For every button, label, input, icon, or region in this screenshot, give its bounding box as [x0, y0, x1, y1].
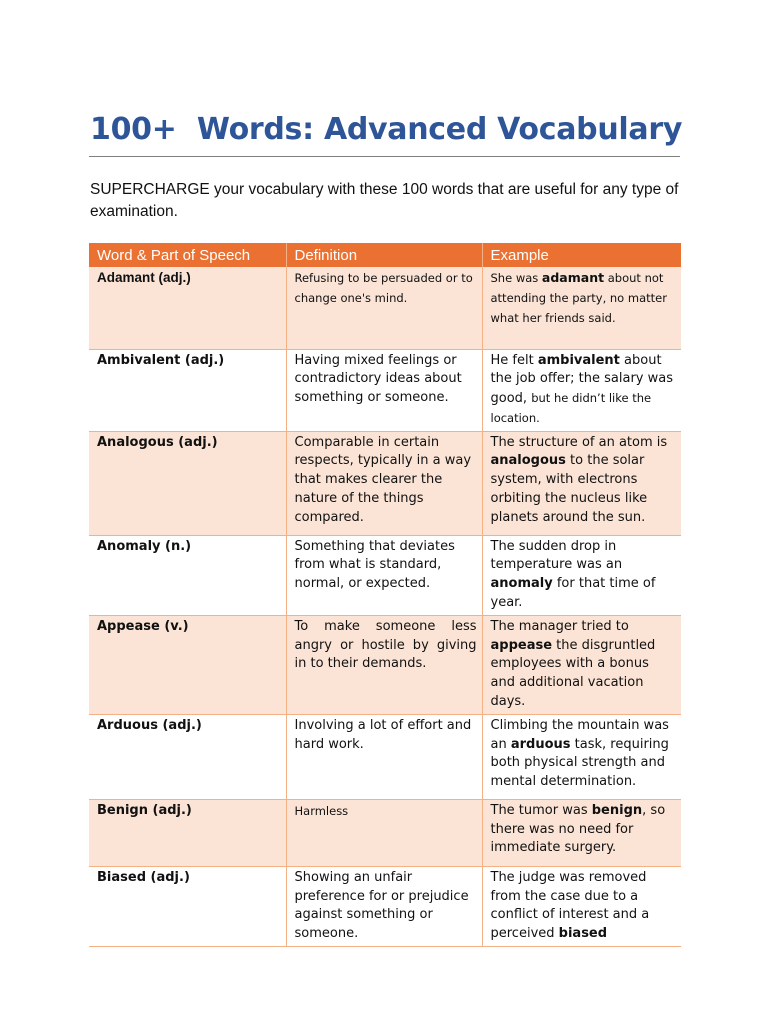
example-pre: The sudden drop in temperature was an [490, 538, 623, 573]
definition-cell [286, 615, 482, 714]
word-cell [89, 431, 286, 535]
definition-text: Having mixed feelings or contradictory ideas about something or someone. [294, 352, 462, 406]
example-keyword: adamant [541, 270, 605, 285]
example-pre: He felt [490, 352, 538, 368]
example-pre: The tumor was [490, 802, 592, 818]
word-label: Adamant (adj.) [97, 270, 191, 285]
example-post: about the job offer; the salary was good, [490, 352, 674, 407]
example-cell [482, 267, 681, 349]
definition-cell [286, 535, 482, 615]
example-pre: Climbing the mountain was an [490, 717, 669, 752]
table-row [89, 267, 681, 349]
example-keyword: analogous [490, 453, 566, 469]
example-cell [482, 799, 681, 866]
page-title: 100+ Words: Advanced Vocabulary [90, 112, 683, 147]
example-pre: The structure of an atom is [490, 434, 668, 450]
definition-text: To make someone less angry or hostile by giving in to their demands. [294, 618, 477, 672]
intro-paragraph: SUPERCHARGE your vocabulary with these 100 words that are useful for any type of examination. [90, 181, 679, 220]
vocabulary-table [89, 243, 681, 947]
example-post: to the solar system, with electrons orbiting the nucleus like planets around the sun. [490, 453, 648, 525]
definition-cell [286, 267, 482, 349]
table-row [89, 535, 681, 615]
example-post: about not attending the party, no matter what her friends said. [490, 271, 667, 325]
title-divider [89, 156, 680, 157]
word-cell [89, 615, 286, 714]
table-row [89, 799, 681, 866]
example-post: the disgruntled employees with a bonus and additional vacation days. [490, 637, 656, 710]
example-cell [482, 615, 681, 714]
table-row [89, 615, 681, 714]
example-cell [482, 866, 681, 946]
example-text [491, 271, 667, 325]
definition-cell [286, 866, 482, 946]
word-label: Ambivalent (adj.) [97, 352, 225, 368]
definition-text: Involving a lot of effort and hard work. [294, 717, 472, 752]
definition-text: Something that deviates from what is standard, normal, or expected. [294, 538, 455, 592]
word-label: Arduous (adj.) [97, 717, 202, 733]
definition-cell [286, 714, 482, 799]
header-word: Word & Part of Speech [89, 243, 286, 267]
example-cell [482, 535, 681, 615]
definition-cell [286, 431, 482, 535]
definition-cell [286, 349, 482, 431]
definition-text: Refusing to be persuaded or to change one's mind. [294, 271, 473, 305]
example-pre: The judge was removed from the case due to a conflict of interest and a perceived [490, 869, 650, 942]
word-label: Appease (v.) [97, 618, 189, 634]
table-row [89, 714, 681, 799]
word-label: Anomaly (n.) [97, 538, 192, 554]
definition-cell [286, 799, 482, 866]
example-keyword: appease [490, 637, 553, 653]
example-post: task, requiring both physical strength and mental determination. [490, 736, 669, 790]
example-post-small: but he didn’t like the location. [490, 391, 652, 425]
example-post: for that time of year. [490, 576, 656, 611]
example-keyword: ambivalent [537, 352, 620, 368]
example-cell [482, 349, 681, 431]
example-keyword: benign [591, 802, 643, 818]
word-cell [89, 349, 286, 431]
word-cell [89, 267, 286, 349]
table-row [89, 866, 681, 946]
example-cell [482, 714, 681, 799]
table-row [89, 431, 681, 535]
header-example: Example [482, 243, 681, 267]
word-cell [89, 535, 286, 615]
example-keyword: arduous [510, 736, 571, 752]
example-cell [482, 431, 681, 535]
word-label: Analogous (adj.) [97, 434, 218, 450]
word-label: Benign (adj.) [97, 802, 192, 818]
example-keyword: anomaly [490, 576, 553, 592]
word-cell [89, 799, 286, 866]
example-post: , so there was no need for immediate surgery. [490, 802, 666, 856]
word-cell [89, 866, 286, 946]
example-pre: She was [490, 271, 542, 285]
table-header-row [89, 243, 681, 267]
word-cell [89, 714, 286, 799]
example-pre: The manager tried to [490, 618, 629, 634]
word-label: Biased (adj.) [97, 869, 190, 885]
definition-text: Showing an unfair preference for or prejudice against something or someone. [294, 869, 469, 942]
example-keyword: biased [558, 926, 608, 942]
table-row [89, 349, 681, 431]
definition-text: Comparable in certain respects, typically in a way that makes clearer the nature of the things compared. [294, 434, 472, 525]
header-definition: Definition [286, 243, 482, 267]
definition-text: Harmless [294, 803, 349, 818]
